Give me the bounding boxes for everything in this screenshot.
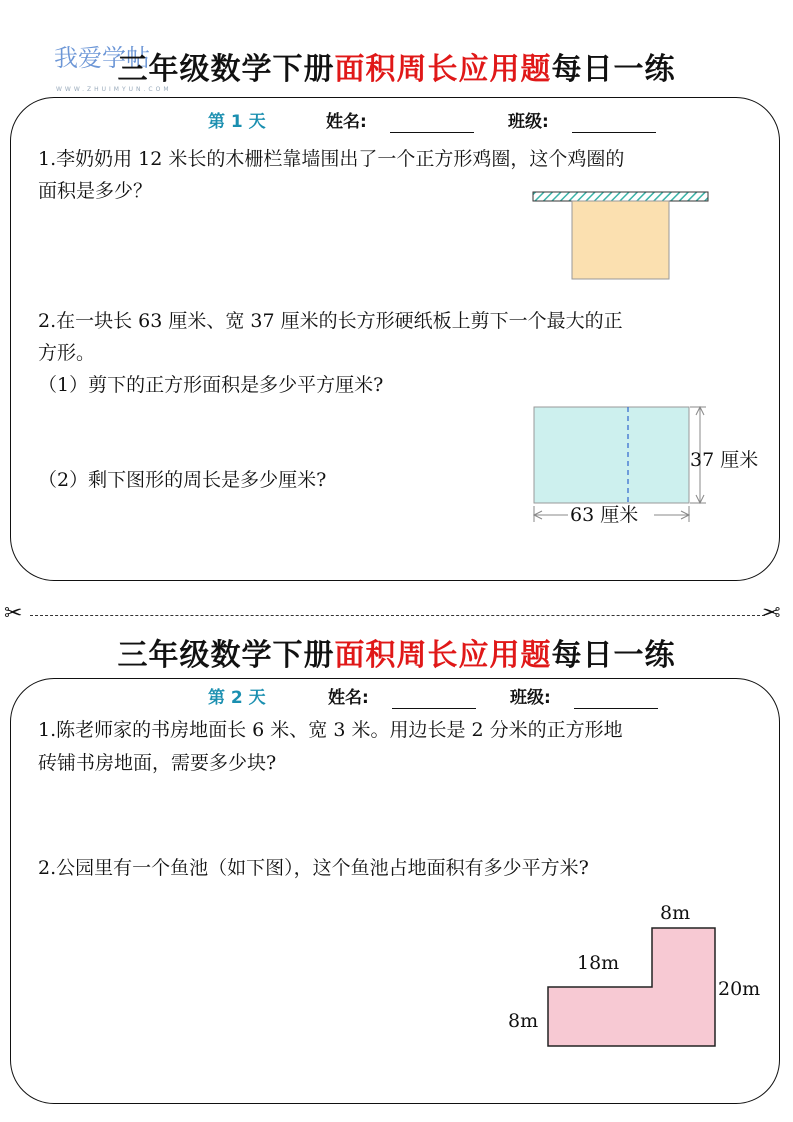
square-pen xyxy=(572,201,669,279)
class-blank[interactable] xyxy=(574,708,658,709)
question-2-part-2: （2）剩下图形的周长是多少厘米? xyxy=(38,469,327,491)
scissors-icon: ✂ xyxy=(762,601,781,626)
question-2-part-1: （1）剪下的正方形面积是多少平方厘米? xyxy=(38,374,384,396)
question-1-line-2: 砖铺书房地面，需要多少块? xyxy=(38,752,277,774)
middle-edge-label: 18m xyxy=(577,952,620,974)
right-edge-label: 20m xyxy=(718,978,761,1000)
question-2-line-1: 2.公园里有一个鱼池（如下图），这个鱼池占地面积有多少平方米? xyxy=(38,857,589,879)
class-label: 班级: xyxy=(508,112,549,132)
name-blank[interactable] xyxy=(392,708,476,709)
pool-shape xyxy=(548,928,715,1046)
worksheet-title: 三年级数学下册面积周长应用题每日一练 xyxy=(117,638,676,673)
class-label: 班级: xyxy=(510,688,551,708)
question-2-line-1: 2.在一块长 63 厘米、宽 37 厘米的长方形硬纸板上剪下一个最大的正 xyxy=(38,310,623,332)
wall xyxy=(533,192,708,201)
scissors-icon: ✂ xyxy=(4,601,23,626)
square-pen-figure xyxy=(530,188,712,283)
question-1-line-1: 1.陈老师家的书房地面长 6 米、宽 3 米。用边长是 2 分米的正方形地 xyxy=(38,719,623,741)
height-dimension-label: 37 厘米 xyxy=(690,449,759,471)
question-2-line-2: 方形。 xyxy=(38,342,96,364)
left-edge-label: 8m xyxy=(508,1010,539,1032)
cardboard-rect xyxy=(534,407,689,503)
watermark-logo: 我爱学帖 xyxy=(54,44,150,72)
width-dimension-label: 63 厘米 xyxy=(570,504,639,526)
watermark-url: WWW.ZHUIMYUN.COM xyxy=(56,86,172,93)
cut-line xyxy=(30,615,765,616)
top-edge-label: 8m xyxy=(660,902,691,924)
day-label: 第 1 天 xyxy=(208,112,266,132)
name-blank[interactable] xyxy=(390,132,474,133)
question-1-line-1: 1.李奶奶用 12 米长的木栅栏靠墙围出了一个正方形鸡圈，这个鸡圈的 xyxy=(38,148,625,170)
worksheet-title: 三年级数学下册面积周长应用题每日一练 xyxy=(117,52,676,87)
question-1-line-2: 面积是多少？ xyxy=(38,180,153,202)
name-label: 姓名: xyxy=(326,112,367,132)
class-blank[interactable] xyxy=(572,132,656,133)
day-label: 第 2 天 xyxy=(208,688,266,708)
name-label: 姓名: xyxy=(328,688,369,708)
pool-figure xyxy=(540,920,720,1052)
